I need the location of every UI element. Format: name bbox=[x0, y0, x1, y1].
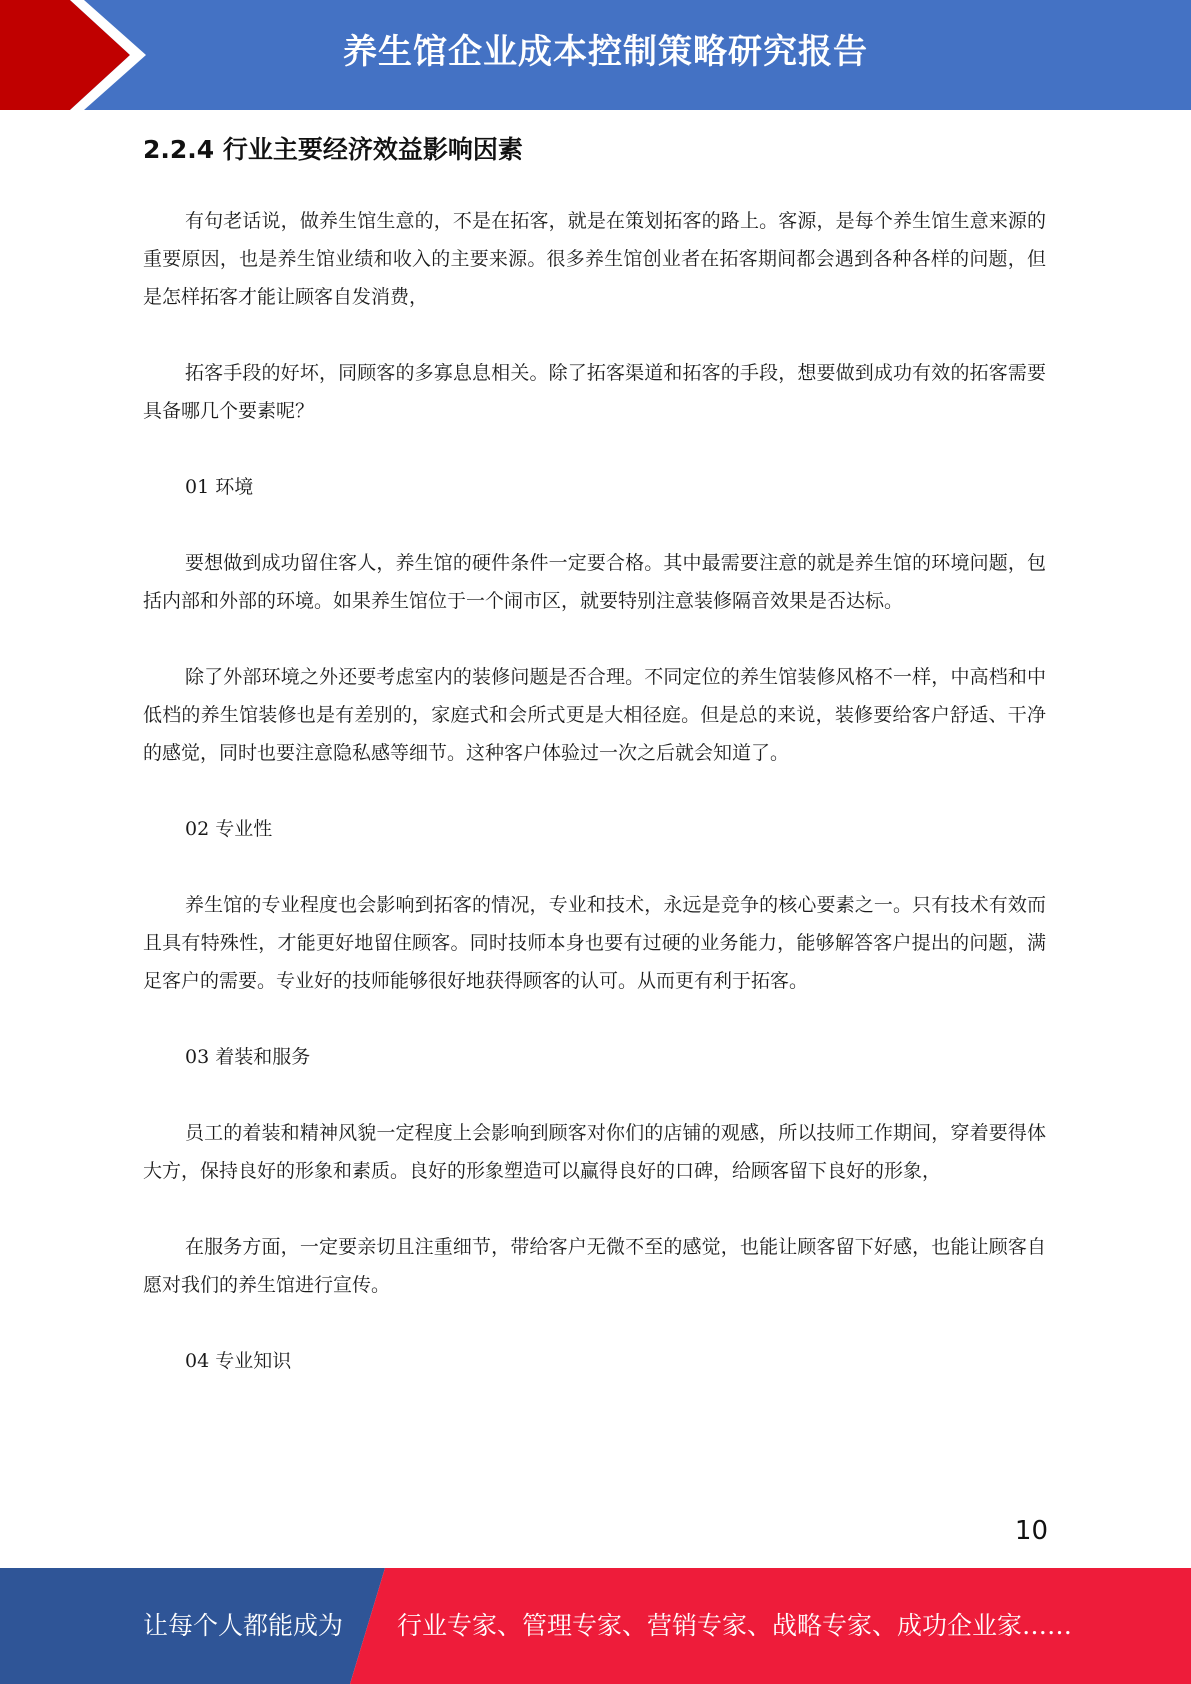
page-number: 10 bbox=[1014, 1516, 1048, 1546]
paragraph-professionalism: 养生馆的专业程度也会影响到拓客的情况，专业和技术，永远是竞争的核心要素之一。只有技术有效而且具有特殊性，才能更好地留住顾客。同时技师本身也要有过硬的业务能力，能够解答客户提出的问题，满足客户的需要。专业好的技师能够很好地获得顾客的认可。从而更有利于拓客。 bbox=[143, 894, 1046, 992]
report-title: 养生馆企业成本控制策略研究报告 bbox=[343, 32, 868, 72]
subheading-attire-service: 03 着装和服务 bbox=[185, 1046, 311, 1068]
section-heading: 2.2.4 行业主要经济效益影响因素 bbox=[143, 135, 523, 164]
paragraph-service: 在服务方面，一定要亲切且注重细节，带给客户无微不至的感觉，也能让顾客留下好感，也能让顾客自愿对我们的养生馆进行宣传。 bbox=[143, 1236, 1046, 1296]
page-content bbox=[143, 128, 1046, 1418]
subheading-environment: 01 环境 bbox=[185, 476, 254, 498]
paragraph-intro: 有句老话说，做养生馆生意的，不是在拓客，就是在策划拓客的路上。客源，是每个养生馆生意来源的重要原因，也是养生馆业绩和收入的主要来源。很多养生馆创业者在拓客期间都会遇到各种各样的问题，但是怎样拓客才能让顾客自发消费， bbox=[143, 210, 1046, 308]
footer-slogan-left: 让每个人都能成为 bbox=[143, 1611, 344, 1640]
subheading-professionalism: 02 专业性 bbox=[185, 818, 273, 840]
subheading-knowledge: 04 专业知识 bbox=[185, 1350, 292, 1372]
page-footer bbox=[0, 1568, 1191, 1684]
paragraph-question: 拓客手段的好坏，同顾客的多寡息息相关。除了拓客渠道和拓客的手段，想要做到成功有效的拓客需要具备哪几个要素呢？ bbox=[143, 362, 1046, 422]
paragraph-attire: 员工的着装和精神风貌一定程度上会影响到顾客对你们的店铺的观感，所以技师工作期间，穿着要得体大方，保持良好的形象和素质。良好的形象塑造可以赢得良好的口碑，给顾客留下良好的形象， bbox=[143, 1122, 1046, 1182]
page-header bbox=[0, 0, 1191, 110]
body-text bbox=[143, 202, 1046, 1380]
paragraph-environment-2: 除了外部环境之外还要考虑室内的装修问题是否合理。不同定位的养生馆装修风格不一样，中高档和中低档的养生馆装修也是有差别的，家庭式和会所式更是大相径庭。但是总的来说，装修要给客户舒适、干净的感觉，同时也要注意隐私感等细节。这种客户体验过一次之后就会知道了。 bbox=[143, 666, 1046, 764]
footer-slogan-right: 行业专家、管理专家、营销专家、战略专家、成功企业家…… bbox=[397, 1611, 1073, 1640]
paragraph-environment-1: 要想做到成功留住客人，养生馆的硬件条件一定要合格。其中最需要注意的就是养生馆的环境问题，包括内部和外部的环境。如果养生馆位于一个闹市区，就要特别注意装修隔音效果是否达标。 bbox=[143, 552, 1046, 612]
